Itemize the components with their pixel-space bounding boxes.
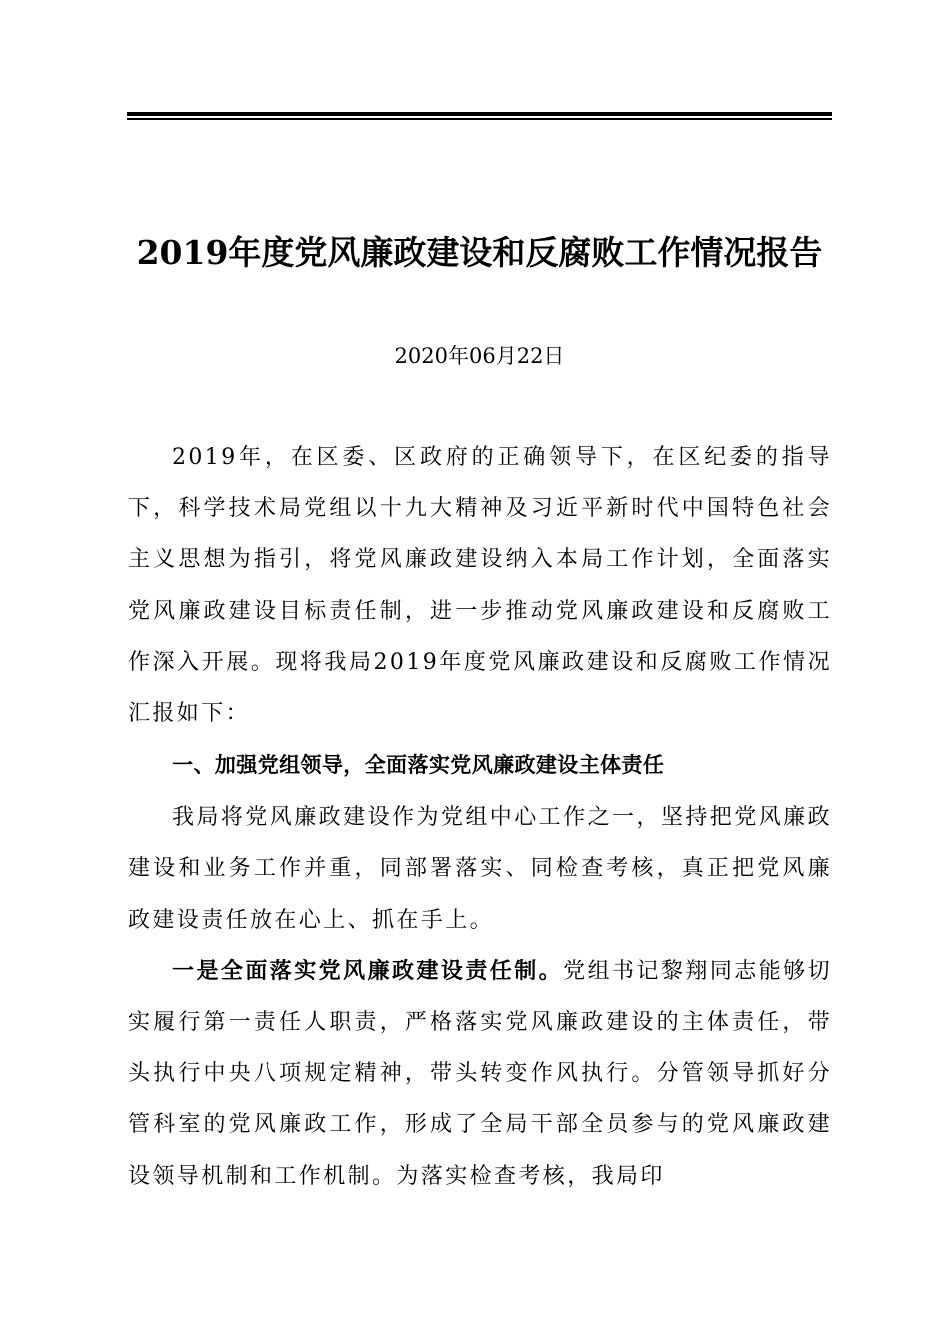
intro-paragraph: 2019年，在区委、区政府的正确领导下，在区纪委的指导下，科学技术局党组以十九大精神及习近平新时代中国特色社会主义思想为指引，将党风廉政建设纳入本局工作计划，全面落实党风廉政建设目标责任制，进一步推动党风廉政建设和反腐败工作深入开展。现将我局2019年度党风廉政建设和反腐败工作情况汇报如下：	[128, 445, 832, 727]
header-rule-thin	[127, 118, 832, 120]
section-heading-1: 一、加强党组领导，全面落实党风廉政建设主体责任	[172, 753, 665, 778]
document-date: 2020年06月22日	[394, 344, 565, 368]
document-title: 2019年度党风廉政建设和反腐败工作情况报告	[136, 233, 823, 272]
point-1-text: 党组书记黎翔同志能够切实履行第一责任人职责，严格落实党风廉政建设的主体责任，带头执行中央八项规定精神，带头转变作风执行。分管领导抓好分管科室的党风廉政工作，形成了全局干部全员参与的党风廉政建设领导机制和工作机制。为落实检查考核，我局印	[128, 958, 832, 1189]
section-1-paragraph: 我局将党风廉政建设作为党组中心工作之一，坚持把党风廉政建设和业务工作并重，同部署落实、同检查考核，真正把党风廉政建设责任放在心上、抓在手上。	[128, 805, 832, 933]
document-body	[128, 432, 832, 1202]
point-1-paragraph	[128, 946, 832, 1202]
point-1-lead: 一是全面落实党风廉政建设责任制。	[172, 957, 564, 984]
header-rule-thick	[127, 112, 832, 116]
